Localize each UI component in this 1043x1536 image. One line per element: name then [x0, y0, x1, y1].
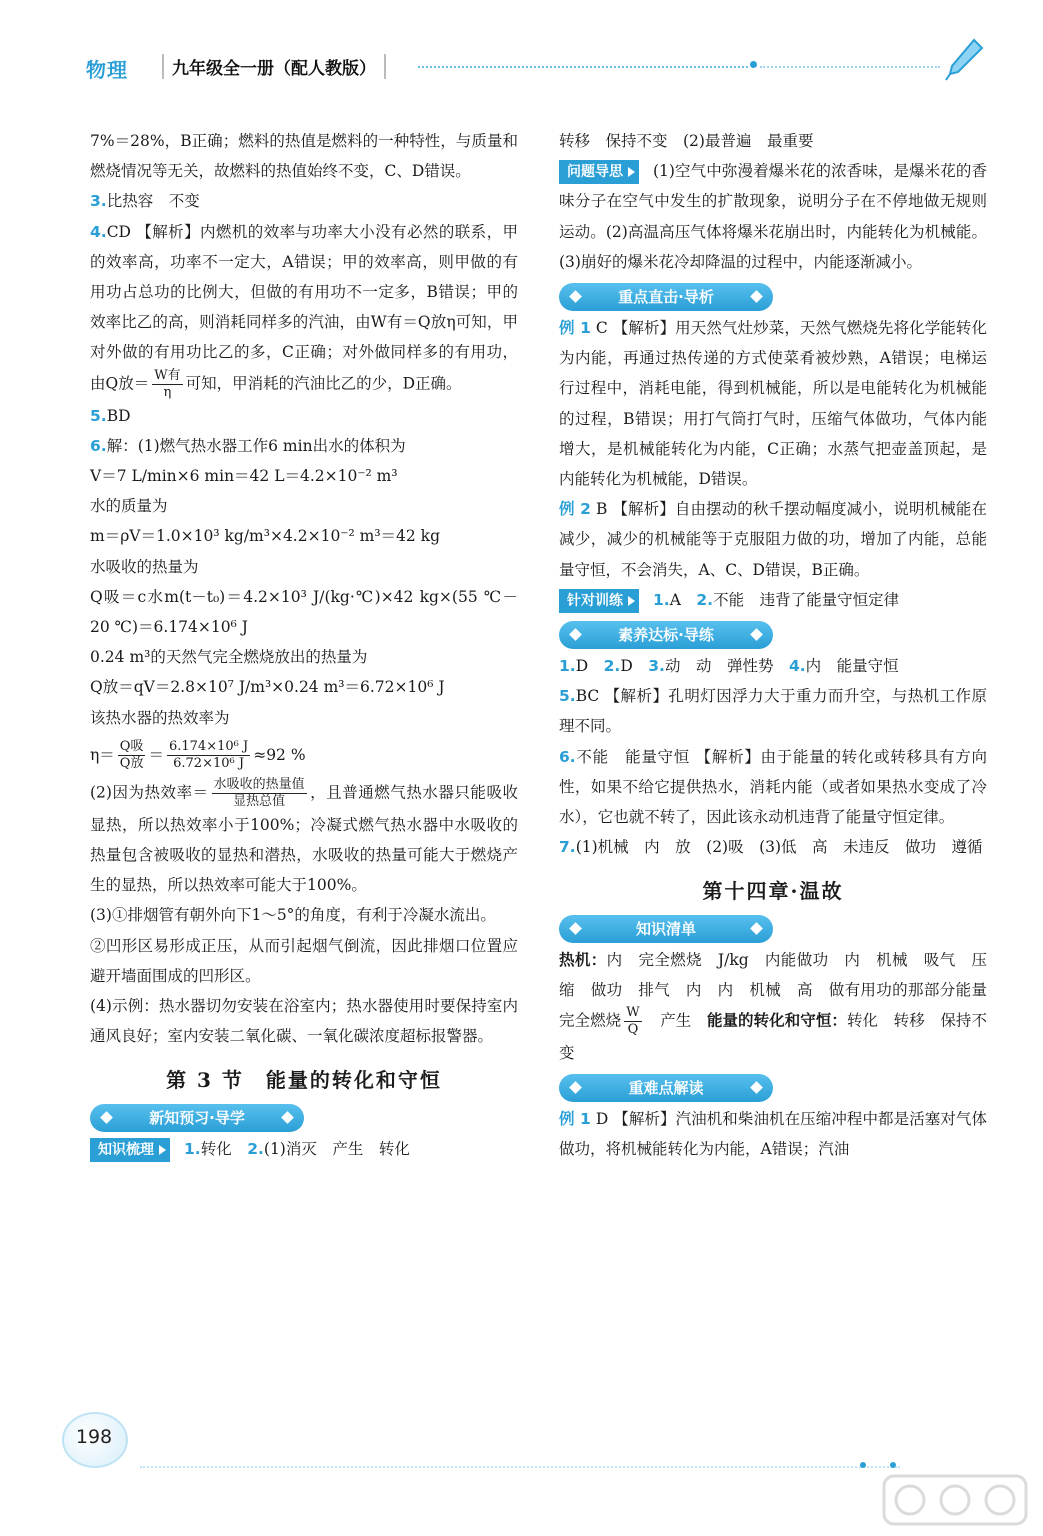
- question-guide: 问题导思 (1)空气中弥漫着爆米花的浓香味，是爆米花的香味分子在空气中发生的扩散现象，说明分子在不停地做无规则运动。(2)高温高压气体将爆米花崩出时，内能转化为机械能。(3)崩好的爆米花冷却降温的过程中，内能逐渐减小。: [559, 162, 987, 271]
- fraction: $\frac{\text{W有}}{\eta}$: [154, 367, 181, 400]
- header-book-title: 九年级全一册（配人教版）: [162, 54, 386, 79]
- practice-5: 5.BC 【解析】孔明灯因浮力大于重力而升空，与热机工作原理不同。: [559, 687, 987, 736]
- tag-knowledge: 知识梳理: [90, 1138, 170, 1162]
- answer-continuation: 7%＝28%，B正确；燃料的热值是燃料的一种特性，与质量和燃烧情况等无关，故燃料的热值始终不变，C、D错误。: [90, 132, 518, 181]
- tag-training: 针对训练: [559, 589, 639, 613]
- efficiency-formula: η＝ $\frac{\text{Q吸}}{\text{Q放}}$ ＝ $\frac{\text{6.174×10⁶ J}}{\text{6.72×10⁶ J}}$ ≈92 %: [90, 739, 306, 772]
- example-1: 例 1 C 【解析】用天然气灶炒菜，天然气燃烧先将化学能转化为内能，再通过热传递的方式使菜肴被炒熟，A错误；电梯运行过程中，消耗电能，得到机械能，所以是电能转化为机械能的过程，B错误；用打气筒打气时，压缩气体做功，气体内能增大，是机械能转化为内能，C正确；水蒸气把壶盖顶起，是内能转化为机械能，D错误。: [559, 319, 987, 489]
- banner-key-points: 重点直击·导析: [559, 283, 773, 311]
- watermark-logo-icon: [880, 1470, 1030, 1530]
- text-line: 该热水器的热效率为: [90, 708, 230, 727]
- header-divider: [418, 66, 748, 68]
- banner-knowledge-list: 知识清单: [559, 915, 773, 943]
- answer-6-3: (3)①排烟管有朝外向下1～5°的角度，有利于冷凝水流出。: [90, 906, 496, 925]
- footer-divider: [140, 1466, 900, 1468]
- answer-6-4: (4)示例：热水器切勿安装在浴室内；热水器使用时要保持室内通风良好；室内安装二氧化碳、一氧化碳浓度超标报警器。: [90, 997, 518, 1046]
- footer-dot: [860, 1462, 866, 1468]
- text-line: 水吸收的热量为: [90, 557, 199, 576]
- example-2: 例 2 B 【解析】自由摆动的秋千摆动幅度减小，说明机械能在减少，减少的机械能等于克服阻力做的功，增加了内能，总能量守恒，不会消失，A、C、D错误，B正确。: [559, 500, 988, 579]
- header-divider-line: [760, 66, 940, 68]
- header-dot: [750, 61, 757, 68]
- formula-line: V＝7 L/min×6 min＝42 L＝4.2×10⁻² m³: [90, 467, 398, 486]
- answer-continuation: 转移 保持不变 (2)最普遍 最重要: [559, 132, 814, 150]
- practice-6: 6.不能 能量守恒 【解析】由于能量的转化或转移具有方向性，如果不给它提供热水，消耗内能（或者如果热水变成了冷水），它也就不转了，因此该永动机违背了能量守恒定律。: [559, 747, 987, 827]
- banner-difficult-points: 重难点解读: [559, 1074, 773, 1102]
- formula-line: m＝ρV＝1.0×10³ kg/m³×4.2×10⁻² m³＝42 kg: [90, 527, 440, 546]
- formula-line: Q吸＝c水m(t－t₀)＝4.2×10³ J/(kg·℃)×42 kg×(55 ℃－20 ℃)＝6.174×10⁶ J: [90, 587, 518, 637]
- answer-6-2: (2)因为热效率＝ $\frac{\text{水吸收的热量值}}{\text{显热总值}}$ ，且普通燃气热水器只能吸收显热，所以热效率小于100%；冷凝式燃气热水器中水吸收的热量包含被吸收的显热和潜热，水吸收的热量可能大于燃烧产生的显热，所以热效率可能大于100%。: [90, 776, 518, 895]
- practice-7: 7.(1)机械 内 放 (2)吸 (3)低 高 未违反 做功 遵循: [559, 838, 983, 857]
- knowledge-heat-engine: 热机：内 完全燃烧 J/kg 内能做功 内 机械 吸气 压缩 做功 排气 内 内 机械 高 做有用功的那部分能量 完全燃烧 $\frac{W}{Q}$ 产生 能量的转化和守恒：转化 转移 保持不变: [559, 949, 1003, 1063]
- footer-dot: [890, 1462, 896, 1468]
- right-column: [559, 126, 1003, 1165]
- tag-question-guide: 问题导思: [559, 160, 639, 184]
- example-3: 例 1 D 【解析】汽油机和柴油机在压缩冲程中都是活塞对气体做功，将机械能转化为内能，A错误；汽油: [559, 1110, 987, 1159]
- page-header: [86, 52, 986, 86]
- answer-3: 3.比热容 不变: [90, 192, 200, 211]
- section-title: 第 3 节 能量的转化和守恒: [166, 1068, 442, 1093]
- text-line: 0.24 m³的天然气完全燃烧放出的热量为: [90, 648, 368, 667]
- banner-preview: 新知预习·导学: [90, 1104, 304, 1132]
- answer-5: 5.BD: [90, 406, 131, 425]
- chapter-title: 第十四章·温故: [702, 879, 844, 904]
- knowledge-summary: 知识梳理 1.转化 2.(1)消灭 产生 转化: [90, 1134, 518, 1164]
- answer-6: 6.解：(1)燃气热水器工作6 min出水的体积为: [90, 436, 406, 455]
- targeted-training: 针对训练 1.A 2.不能 违背了能量守恒定律: [559, 585, 987, 615]
- answer-4: 4.CD 【解析】内燃机的效率与功率大小没有必然的联系，甲的效率高，功率不一定大，A错误；甲的效率高，则甲做的有用功占总功的比例大，但做的有用功不一定多，B错误；甲的效率比乙的高，则消耗同样多的汽油，由W有＝Q放η可知，甲对外做的有用功比乙的多，C正确；对外做同样多的有用功，由Q放＝ $\frac{\text{W有}}{\eta}$ 可知，甲消耗的汽油比乙的少，D正确。: [90, 222, 518, 400]
- header-subject: 物理: [86, 58, 128, 82]
- formula-line: Q放＝qV＝2.8×10⁷ J/m³×0.24 m³＝6.72×10⁶ J: [90, 678, 445, 697]
- left-column: [90, 126, 518, 1164]
- practice-1-4: 1.D 2.D 3.动 动 弹性势 4.内 能量守恒: [559, 657, 899, 676]
- pen-icon: [944, 38, 984, 82]
- page-number: 198: [75, 1426, 113, 1448]
- answer-6-3b: ②凹形区易形成正压，从而引起烟气倒流，因此排烟口位置应避开墙面围成的凹形区。: [90, 936, 518, 985]
- text-line: 水的质量为: [90, 497, 168, 516]
- banner-practice: 素养达标·导练: [559, 621, 773, 649]
